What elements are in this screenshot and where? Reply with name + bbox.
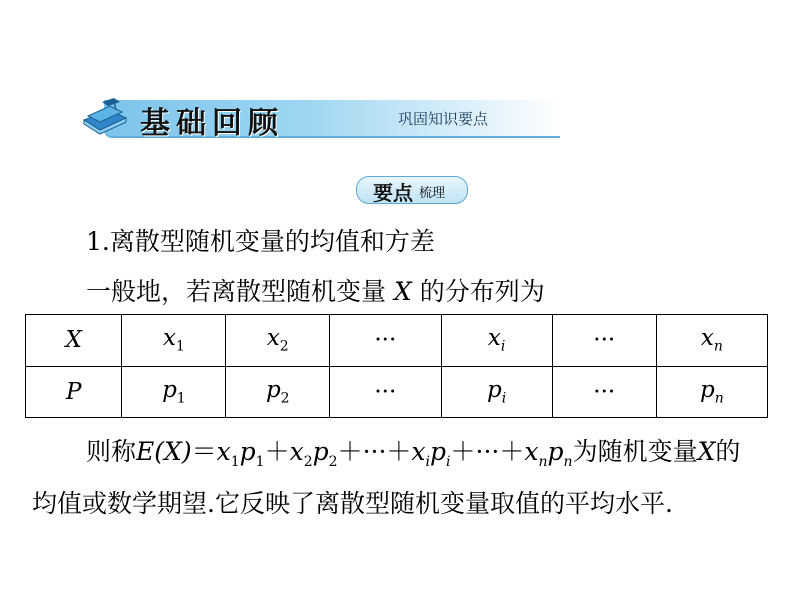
row-header: P (26, 366, 122, 418)
table-row (26, 315, 768, 367)
formula-text: p (547, 437, 564, 466)
banner-subtitle: 巩固知识要点 (398, 110, 489, 128)
formula-text: ＋ (450, 437, 476, 466)
formula-text: x (289, 437, 304, 466)
table-row (26, 366, 768, 418)
banner-title: 基础回顾 (140, 106, 284, 141)
intro-text: 一般地，若离散型随机变量 X 的分布列为 (86, 277, 545, 306)
formula-text: ··· (362, 437, 387, 466)
table-cell: $p_n$ (656, 366, 767, 418)
formula-text: 为随机变量 (572, 437, 698, 466)
formula-text: ··· (475, 437, 500, 466)
formula-text: ＋ (264, 437, 290, 466)
formula-text: p (239, 437, 256, 466)
table-cell: $p_2$ (226, 366, 330, 418)
table-cell: $x_i$ (441, 315, 552, 367)
section-tag (356, 176, 468, 204)
subscript: i (425, 454, 431, 470)
definition-line-2: 均值或数学期望.它反映了离散型随机变量取值的平均水平. (32, 489, 673, 518)
formula-text: ＋ (337, 437, 363, 466)
formula-text: ＝ (191, 437, 217, 466)
row-header: X (26, 315, 122, 367)
subscript: n (563, 454, 573, 470)
formula-text: x (216, 437, 231, 466)
table-cell: ··· (330, 366, 441, 418)
subscript: 2 (303, 454, 313, 470)
subscript: 2 (328, 454, 338, 470)
expectation-symbol: E(X) (136, 437, 192, 466)
subscript: n (538, 454, 548, 470)
formula-text: X (697, 437, 716, 466)
table-cell: $p_1$ (122, 366, 226, 418)
subscript: 1 (230, 454, 240, 470)
formula-text: p (312, 437, 329, 466)
subscript: i (446, 454, 451, 470)
table-cell: ··· (552, 315, 656, 367)
book-icon (80, 96, 130, 140)
table-cell: ··· (330, 315, 441, 367)
table-cell: $x_1$ (122, 315, 226, 367)
formula-text: x (411, 437, 426, 466)
formula-text: 的 (715, 437, 741, 466)
formula-text: ＋ (499, 437, 525, 466)
section-banner (80, 96, 560, 142)
table-cell: $p_i$ (441, 366, 552, 418)
section-heading: 1.离散型随机变量的均值和方差 (86, 227, 435, 256)
table-cell: ··· (552, 366, 656, 418)
formula-text: 则称 (86, 437, 137, 466)
distribution-table (25, 314, 768, 418)
table-cell: $x_2$ (226, 315, 330, 367)
formula-text: ＋ (386, 437, 412, 466)
tag-sub: 梳理 (419, 186, 446, 201)
definition-line-1 (86, 432, 740, 470)
formula-text: x (524, 437, 539, 466)
table-cell: $x_n$ (656, 315, 767, 367)
tag-main: 要点 (373, 181, 413, 205)
formula-text: p (430, 437, 447, 466)
subscript: 1 (255, 454, 265, 470)
